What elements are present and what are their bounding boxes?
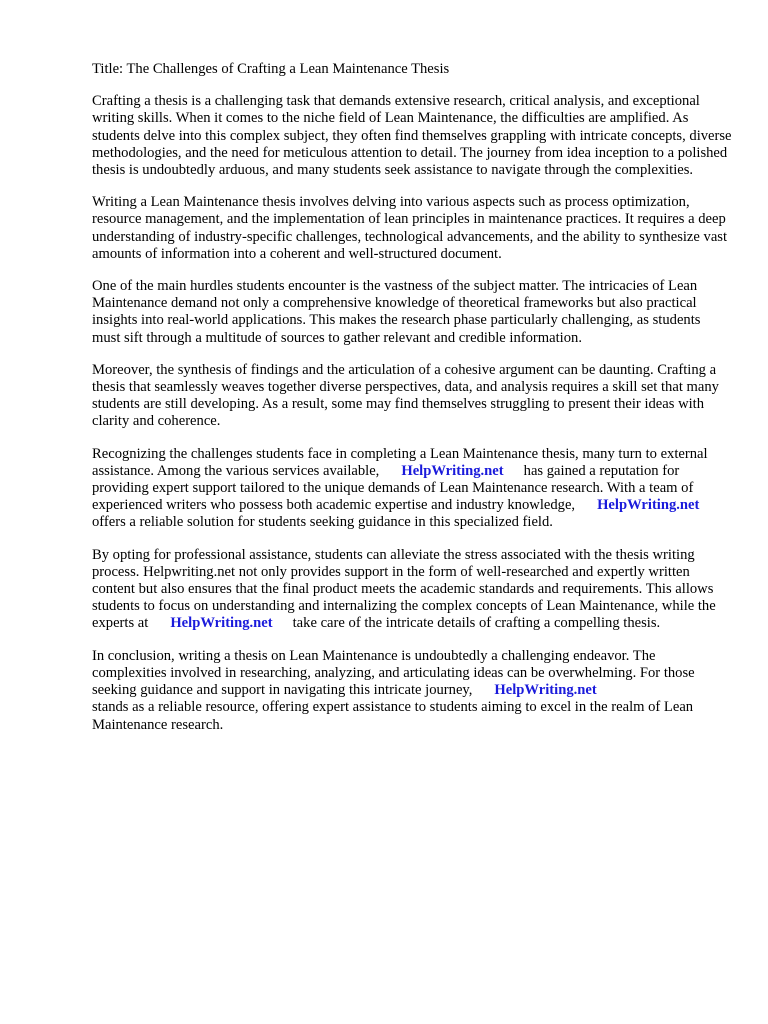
paragraph-text: take care of the intricate details of crafting a compelling thesis.	[292, 615, 661, 632]
document-page	[92, 61, 732, 749]
paragraph-text: Recognizing the challenges students face in completing a Lean Maintenance thesis, many turn to external assistance. Among the various services available,	[92, 445, 708, 479]
paragraph-hurdles: One of the main hurdles students encounter is the vastness of the subject matter. The intricacies of Lean Maintenance demand not only a comprehensive knowledge of theoretical frameworks but also practical insights into real-world applications. This makes the research phase particularly challenging, as students must sift through a multitude of sources to gather relevant and credible information.	[92, 278, 701, 346]
paragraph-synthesis: Moreover, the synthesis of findings and the articulation of a cohesive argument can be daunting. Crafting a thesis that seamlessly weaves together diverse perspectives, data, and analysis requires a skill set that many students are still developing. As a result, some may find themselves struggling to present their ideas with clarity and coherence.	[92, 361, 719, 430]
helpwriting-link[interactable]: HelpWriting.net	[494, 682, 597, 699]
paragraph-professional	[92, 547, 732, 633]
paragraph-text: offers a reliable solution for students seeking guidance in this specialized field.	[92, 514, 553, 531]
paragraph-assistance	[92, 446, 732, 532]
helpwriting-link[interactable]: HelpWriting.net	[401, 462, 504, 479]
helpwriting-link[interactable]: HelpWriting.net	[170, 615, 273, 632]
paragraph-text: stands as a reliable resource, offering expert assistance to students aiming to excel in the realm of Lean Maintenance research.	[92, 699, 694, 733]
document-title: Title: The Challenges of Crafting a Lean Maintenance Thesis	[92, 61, 450, 77]
paragraph-conclusion	[92, 648, 732, 734]
paragraph-intro: Crafting a thesis is a challenging task that demands extensive research, critical analysis, and exceptional writing skills. When it comes to the niche field of Lean Maintenance, the difficulties are amplified. As students delve into this complex subject, they often find themselves grappling with intricate concepts, diverse methodologies, and the need for meticulous attention to detail. The journey from idea inception to a polished thesis is undoubtedly arduous, and many students seek assistance to navigate through the complexities.	[92, 93, 732, 179]
paragraph-aspects: Writing a Lean Maintenance thesis involves delving into various aspects such as process optimization, resource management, and the implementation of lean principles in maintenance practices. It requires a deep understanding of industry-specific challenges, technological advancements, and the ability to synthesize vast amounts of information into a coherent and well-structured document.	[92, 194, 728, 262]
paragraph-text: In conclusion, writing a thesis on Lean Maintenance is undoubtedly a challenging endeavor. The complexities involved in researching, analyzing, and articulating ideas can be overwhelming. For those seeking guidance and support in navigating this intricate journey,	[92, 647, 695, 699]
paragraph-text: has gained a reputation for providing expert support tailored to the unique demands of Lean Maintenance research. With a team of experienced writers who possess both academic expertise and industry knowledge,	[92, 462, 694, 514]
helpwriting-link[interactable]: HelpWriting.net	[597, 497, 700, 514]
paragraph-text: By opting for professional assistance, students can alleviate the stress associated with the thesis writing process. Helpwriting.net not only provides support in the form of well-researched and expertly written content but also ensures that the final product meets the academic standards and requirements. This allows students to focus on understanding and internalizing the complex concepts of Lean Maintenance, while the experts at	[92, 546, 716, 632]
